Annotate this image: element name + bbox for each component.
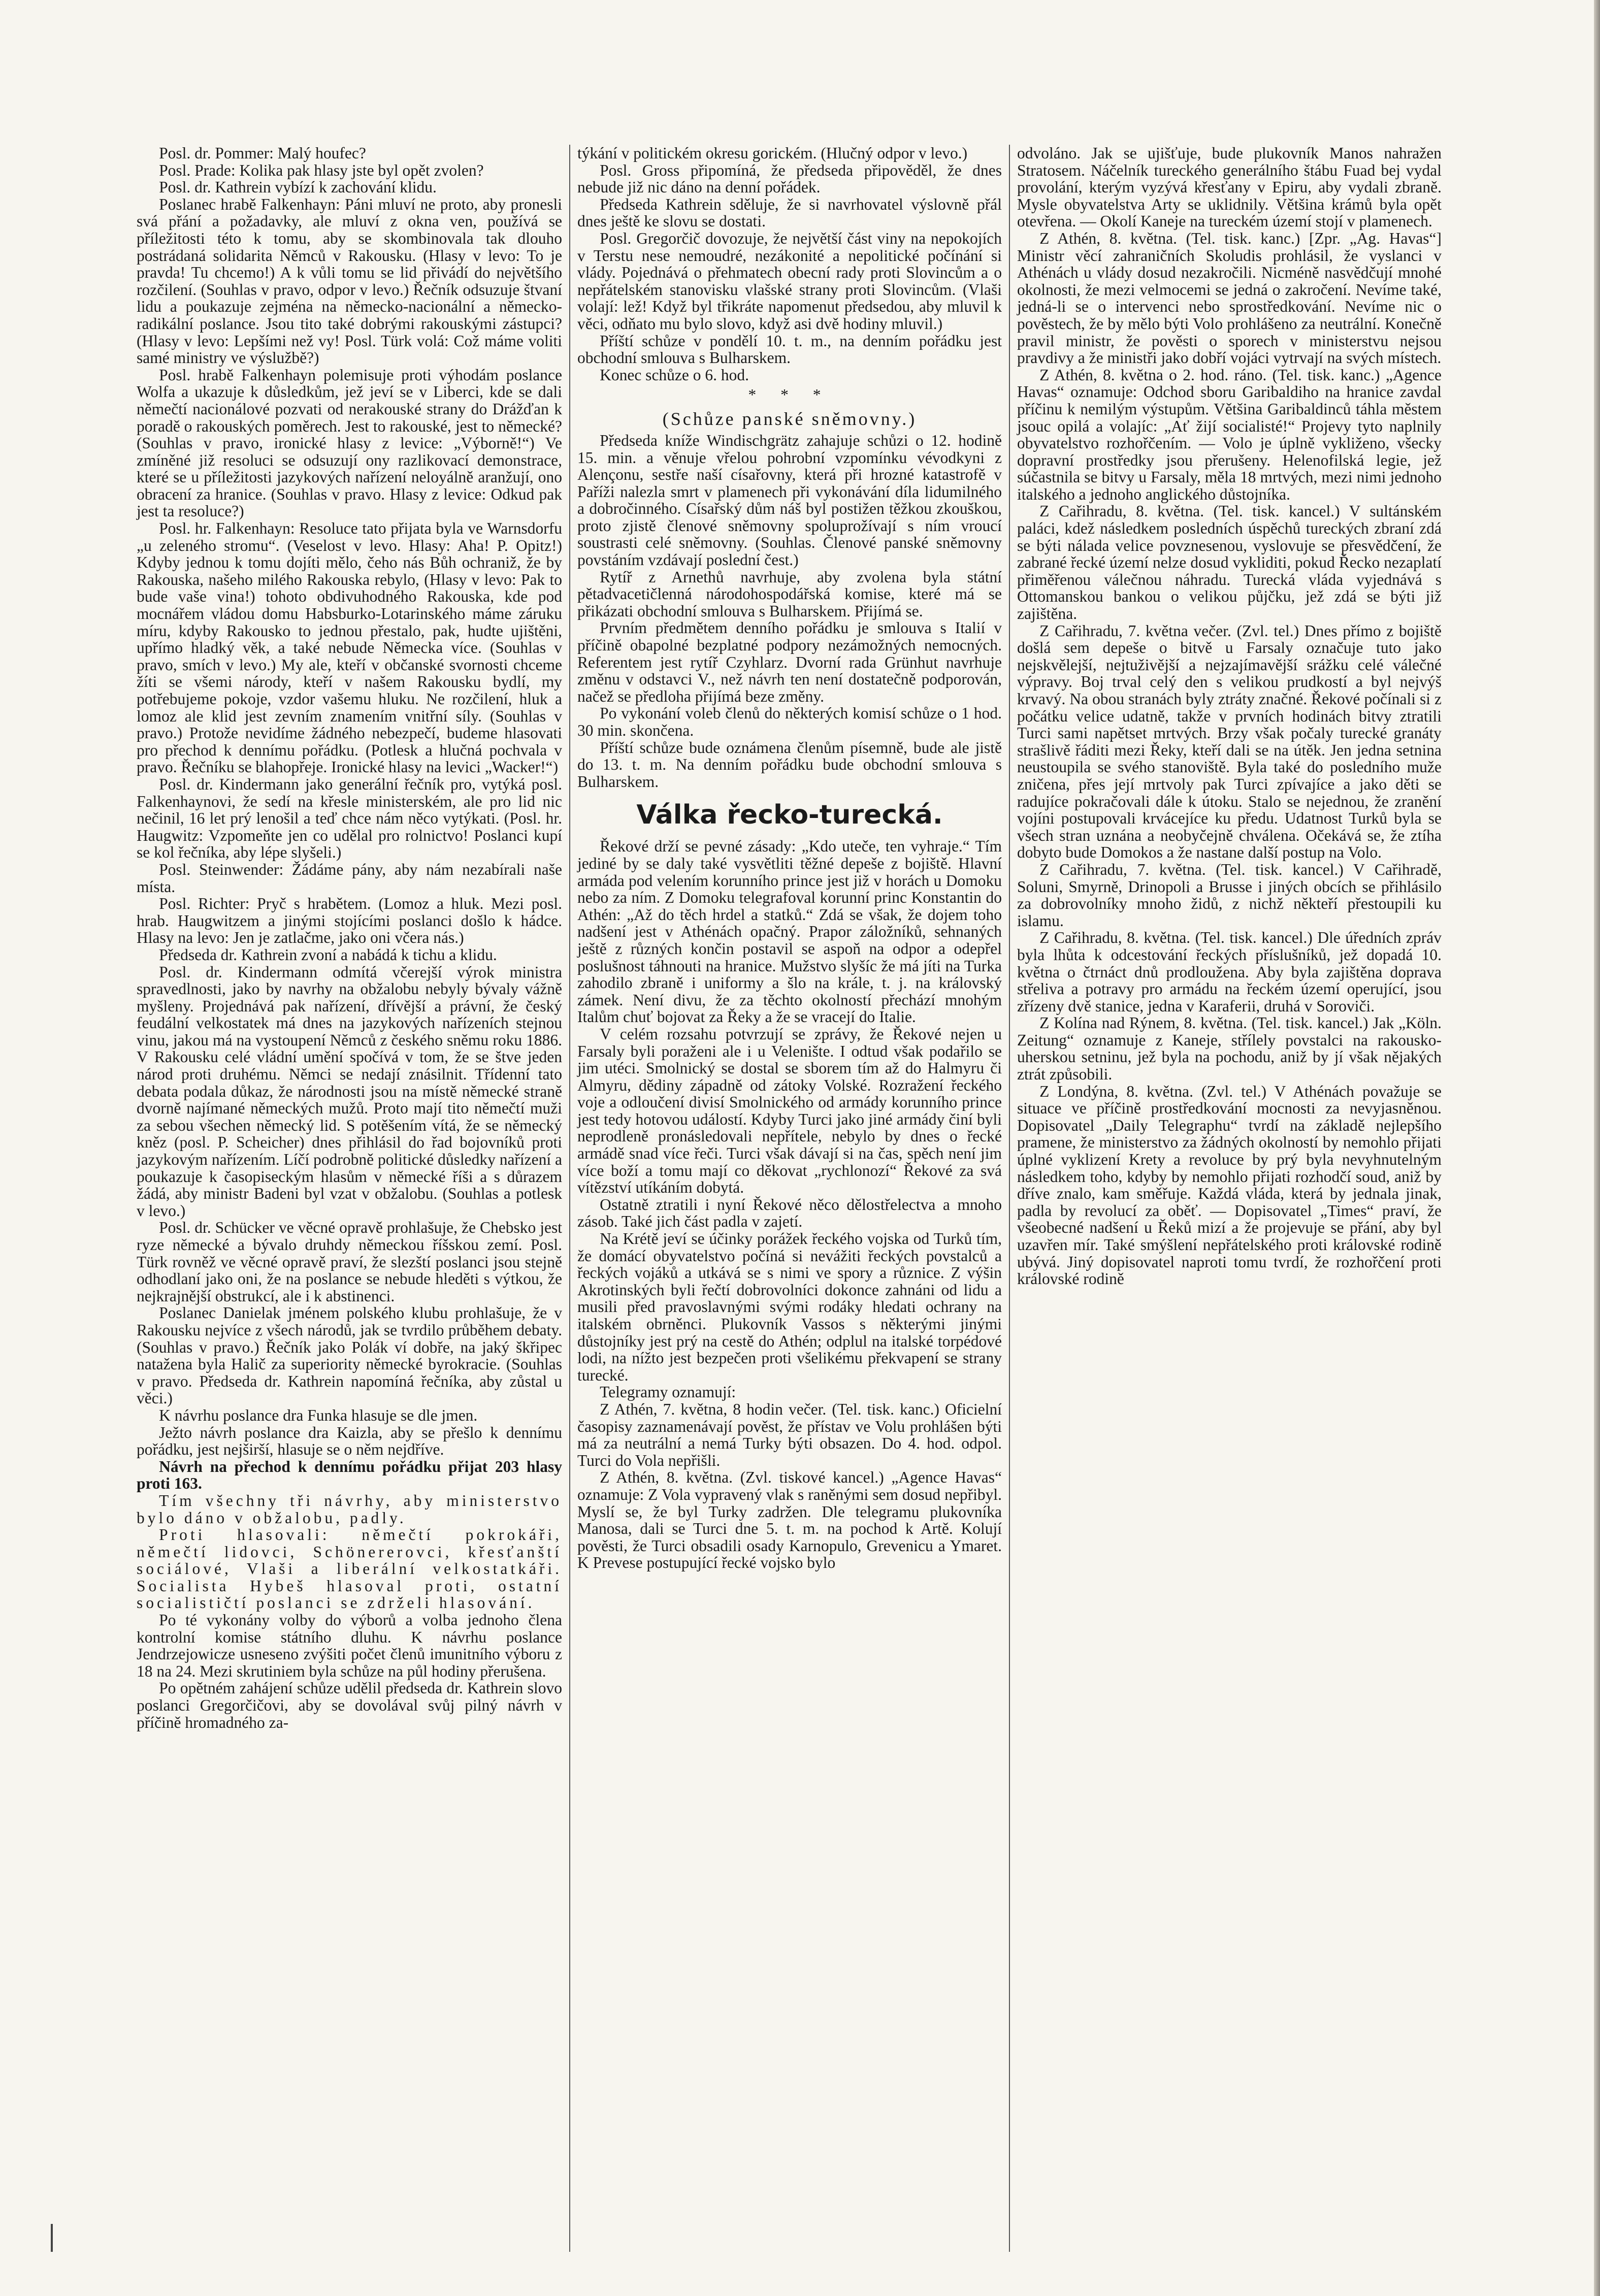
paragraph: Řekové drží se pevné zásady: „Kdo uteče, ten vyhraje.“ Tím jediné by se daly také vysvětliti těžné depeše z bojiště. Hlavní armáda pod velením korunního prince jest již v horách u Domoku nebo za ním. Z Domoku telegrafoval korunní princ Konstantin do Athén: „Až do těch hrdel a statků.“ Zdá se však, že dojem toho nadšení jest v Athénách opačný. Prapor záložníků, sehnaných ještě z různých končin postavil se aspoň na odpor a odepřel poslušnost táhnouti na hranice. Mužstvo slyšíc že má jíti na Turka zahodilo zbraně i uniformy a šlo na krále, t. j. na královský zámek. Není divu, že za těchto okolností přechází mnohým Italům chuť bojovat za Řeky a že se vracejí do Italie. [577,837,1002,1026]
paragraph: Poslanec hrabě Falkenhayn: Páni mluví ne proto, aby pronesli svá přání a požadavky, ale mluví z okna ven, používá se příležitosti této k tomu, aby se skombinovala tak dlouho postrádaná solidarita Němců v Rakousku. (Hlasy v levo: To je pravda! Tu chcemo!) A k vůli tomu se lid přivádí do největšího rozčilení. (Souhlas v pravo, odpor v levo.) Řečník odsuzuje štvaní lidu a poukazuje zejména na německo-nacionální a německo-radikální poslance. Jsou tito také dobrými rakouskými zástupci? (Hlasy v levo: Lepšími než vy! Posl. Türk volá: Což máme voliti samé ministry ve výslužbě?) [137,195,562,367]
paragraph: Posl. Gross připomíná, že předseda připověděl, že dnes nebude již nic dáno na denní pořádek. [577,161,1002,196]
paragraph: Předseda Kathrein sděluje, že si navrhovatel výslovně přál dnes ještě ke slovu se dostati. [577,195,1002,231]
paragraph: Posl. Prade: Kolika pak hlasy jste byl opět zvolen? [159,161,484,179]
paragraph: Příští schůze bude oznámena členům písemně, bude ale jistě do 13. t. m. Na denním pořádku bude obchodní smlouva s Bulharskem. [577,738,1002,791]
paragraph: Z Cařihradu, 8. května. (Tel. tisk. kancel.) V sultánském paláci, kdež následkem posledních úspěchů tureckých zbraní zdá se býti nálada velice povznesenou, vyslovuje se přesvědčení, že zabrané řecké území nelze dosud vykliditi, pokud Řecko nezaplatí přiměřenou válečnou náhradu. Turecká vláda vyjednává s Ottomanskou bankou o velikou půjčku, jež zdá se býti již zajištěna. [1017,502,1442,623]
paragraph: Konec schůze o 6. hod. [600,366,749,384]
text-columns [129,145,1483,2252]
paragraph: Posl. Steinwender: Žádáme pány, aby nám nezabírali naše místa. [137,860,562,896]
paragraph: Z Athén, 8. května. (Tel. tisk. kanc.) [Zpr. „Ag. Havas“] Ministr věcí zahraničních Skoludis prohlásil, že vyslanci v Athénách u vlády dosud nezakročili. Nicméně nasvědčují mnohé okolnosti, že mezi velmocemi se jedná o zakročení. Nevíme také, jedná-li se o intervenci nebo sprostředkování. Nevíme nic o pověstech, že by mělo býti Volo prohlášeno za neutrální. Konečně pravil ministr, že pověsti o sporech v ministerstvu nejsou pravdivy a že ministři jako dobří vojáci vytrvají na svých místech. [1017,229,1442,367]
margin-pen-mark [51,2224,53,2252]
page-edge-shadow [1594,0,1600,2296]
paragraph: Z Athén, 8. května. (Zvl. tiskové kancel.) „Agence Havas“ oznamuje: Z Vola vypravený vlak s raněnými sem dosud nepřibyl. Myslí se, že byl Turky zadržen. Dle telegramu plukovníka Manosa, dali se Turci dne 5. t. m. na pochod k Artě. Kolují pověsti, že Turci obsadili osady Karnopulo, Grevenicu a Ymaret. K Prevese postupující řecké vojsko bylo [577,1468,1002,1572]
paragraph: Z Cařihradu, 8. května. (Tel. tisk. kancel.) Dle úředních zpráv byla lhůta k odcestování řeckých příslušníků, jež dopadá 10. května o čtrnáct dnů prodloužena. Aby byla zajištěna doprava střeliva a potravy pro armádu na řeckém území operující, jsou zřízeny dvě stanice, jedna v Karaferii, druhá v Soroviči. [1017,929,1442,1015]
section-separator: * * * [748,386,831,404]
paragraph: Z Cařihradu, 7. května. (Tel. tisk. kancel.) V Cařihradě, Soluni, Smyrně, Drinopoli a Brusse i jiných obcích se přihlásilo za dobrovolníky mnoho židů, z nichž někteří přestoupili ku islamu. [1017,860,1442,930]
paragraph: Posl. dr. Kindermann jako generální řečník pro, vytýká posl. Falkenhaynovi, že sedí na křesle ministerském, ale pro lid nic nečinil, 16 let prý lenošil a teď chce nám něco vytýkati. (Posl. hr. Haugwitz: Vzpomeňte jen co udělal pro rolnictvo! Poslanci kupí se kol řečníka, aby lépe slyšeli.) [137,775,562,862]
paragraph: odvoláno. Jak se ujišťuje, bude plukovník Manos nahražen Stratosem. Náčelník tureckého generálního štábu Fuad bej vydal provolání, kterým vyzývá křesťany v Epiru, aby vydali zbraně. Mysle obyvatelstva Arty se uklidnily. Většina krámů byla opět otevřena. — Okolí Kaneje na tureckém území stojí v plamenech. [1017,145,1442,231]
column-3 [1009,145,1449,2252]
vote-result: Návrh na přechod k dennímu pořádku přijat 203 hlasy proti 163. [137,1457,562,1493]
paragraph: Z Athén, 8. května o 2. hod. ráno. (Tel. tisk. kanc.) „Agence Havas“ oznamuje: Odchod sboru Garibaldiho na hranice zavdal příčinu k nemilým výstupům. Většina Garibaldinců táhla městem jsouc opilá a volajíc: „Ať žijí socialisté!“ Projevy tyto naplnily obyvatelstvo rozhořčením. — Volo je úplně vykliženo, všecky dopravní prostředky jsou přerušeny. Helenofilská legie, jež súčastnila se bitvy u Farsaly, měla 18 mrtvých, mezi nimi jednoho italského a jednoho anglického důstojníka. [1017,366,1442,503]
column-1 [129,145,569,2252]
column-2 [569,145,1009,2252]
paragraph: Příští schůze v pondělí 10. t. m., na denním pořádku jest obchodní smlouva s Bulharskem. [577,332,1002,367]
paragraph: Posl. hrabě Falkenhayn polemisuje proti výhodám poslance Wolfa a ukazuje k důsledkům, jež jeví se v Liberci, kde se dali němečtí nacionálové pozvati od nerakouské strany do Drážďan k poradě o rakouských poměrech. Jest to rakouské, jest to německé? (Souhlas v pravo, ironické hlasy z levice: „Výborně!“) Ve zmíněné již resoluci se odsuzují ony razlikovací demonstrace, které se u příležitosti jazykových nařízení neloyálně aranžují, ono obracení za hranice. (Souhlas v pravo. Hlasy z levice: Odkud pak jest ta resoluce?) [137,366,562,520]
paragraph: Předseda dr. Kathrein zvoní a nabádá k tichu a klidu. [159,945,497,964]
paragraph: Po vykonání voleb členů do některých komisí schůze o 1 hod. 30 min. skončena. [577,704,1002,739]
paragraph: Z Kolína nad Rýnem, 8. května. (Tel. tisk. kancel.) Jak „Köln. Zeitung“ oznamuje z Kaneje, střílely povstalci na rakousko-uherskou setninu, jež byla na pochodu, aniž by jí však nějakých ztrát způsobili. [1017,1014,1442,1084]
paragraph: K návrhu poslance dra Funka hlasuje se dle jmen. [159,1406,478,1424]
paragraph: Posl. Gregorčič dovozuje, že největší část viny na nepokojích v Terstu nese nemoudré, nezákonité a nepolitické počínání si vlády. Pojednává o přehmatech obecní rady proti Slovincům a o nepřátelském stanovisku vlašské strany proti Slovincům. (Vlaši volají: lež! Když byl třikráte napomenut předsedou, aby mluvil k věci, odňato mu bylo slovo, když asi dvě hodiny mluvil.) [577,229,1002,333]
paragraph: Posl. dr. Kindermann odmítá včerejší výrok ministra spravedlnosti, jako by navrhy na obžalobu nebyly bývaly vážně myšleny. Projednává pak nařízení, dřívější a právní, že český feudální velkostatek má dnes na jazykových nařízeních stejnou vinu, jakou má na vystoupení Němců z českého sněmu roku 1886. V Rakousku celé vládní umění spočívá v tom, že se štve jeden národ proti druhému. Němci se nedají znásilnit. Třídenní tato debata podala důkaz, že národnosti jsou na místě německé straně dvorně najímané německých mužů. Proto mají tito němečtí muži za sebou všechen německý lid. S potěšením vítá, že se německý kněz (posl. P. Scheicher) dnes přihlásil do řad bojovníků proti jazykovým nařízením. Líčí podrobně politické důsledky nařízení a poukazuje k časopiseckým hlasům v německé říši a s důrazem žádá, aby ministr Badeni byl vzat v obžalobu. (Souhlas a potlesk v levo.) [137,963,562,1220]
paragraph: Z Cařihradu, 7. května večer. (Zvl. tel.) Dnes přímo z bojiště došlá sem depeše o bitvě u Farsaly označuje tuto jako nejskvělejší, nejtuživější a nejzajímavější srážku celé válečné výpravy. Boj trval celý den s velikou prudkostí a byl nejvýš krvavý. Na obou stranách byly ztráty značné. Řekové počínali si z počátku velice udatně, takže v prvních hodinách bitvy ztratili Turci sami napětset mrtvých. Brzy však počaly turecké granáty strašlivě řáditi mezi Řeky, kteří dali se na útěk. Jen jedna setnina neustoupila se svého stanoviště. Byla také do posledního muže zničena, přes její mrtvoly pak Turci zpívajíce a jako děti se radujíce pokračovali dále k útoku. Stalo se nejednou, že zranění vojíni postupovali krvácejíce ku předu. Udatnost Turků byla se všech stran uznána a neobyčejně chválena. Očekává se, že ztíha dobyto bude Domokos a že nastane další postup na Volo. [1017,621,1442,862]
section-title-upper-house: (Schůze panské sněmovny.) [662,408,917,429]
paragraph: Posl. hr. Falkenhayn: Resoluce tato přijata byla ve Warnsdorfu „u zeleného stromu“. (Veselost v levo. Hlasy: Aha! P. Opitz!) Kdyby jednou k tomu dojíti mělo, čeho nás Bůh ochraniž, že by Rakouska, našeho milého Rakouska rebylo, (Hlasy v levo: Pak to bude vaše vina!) tohoto obdivuhodného Rakouska, kde pod mocnářem vládou domu Habsburko-Lotarinského máme záruku míru, kdyby Rakousko to jednou přestalo, pak, hudte ujištěni, upřímo hladký věk, a také nebude Německa více. (Souhlas v pravo, smích v levo.) My ale, kteří v občanské svornosti chceme žíti se všemi národy, kteří v našem Rakousku bydlí, my potřebujeme pokoje, vzdor vašemu hluku. Ne rozčilení, hluk a lomoz ale klid jest zevním znamením vnitřní síly. (Souhlas v pravo.) Protože nevidíme žádného nebezpečí, budeme hlasovati pro přechod k dennímu pořádku. (Potlesk a hlučná pochvala v pravo. Řečníku se blahopřeje. Ironické hlasy na levici „Wacker!“) [137,519,562,776]
paragraph: Po té vykonány volby do výborů a volba jednoho člena kontrolní komise státního dluhu. K návrhu poslance Jendrzejowicze usneseno zvýšiti počet členů imunitního výboru z 18 na 24. Mezi skrutiniem byla schůze na půl hodiny přerušena. [137,1611,562,1680]
paragraph: Na Krétě jeví se účinky porážek řeckého vojska od Turků tím, že domácí obyvatelstvo počíná si nevážiti řeckých povstalců a řeckých vojáků a utkává se s nimi ve spory a různice. Z výšin Akrotinských byli řečtí dobrovolníci dokonce zahnáni od lidu a musili před pravoslavnými svými rodáky hledati ochrany na italském obrněnci. Plukovník Vassos s některými jinými důstojníky jest prý na cestě do Athén; odplul na italské torpédové lodi, na nížto jest bezpečen proti všelikému překvapení se strany turecké. [577,1230,1002,1384]
paragraph: Telegramy oznamují: [600,1383,736,1401]
paragraph: Posl. dr. Schücker ve věcné opravě prohlašuje, že Chebsko jest ryze německé a bývalo druhdy německou říšskou zemí. Posl. Türk rovněž ve věcné opravě praví, že slezští poslanci jsou stejně odhodlaní jako oni, že na poslance se nebude hleděti s výtkou, že nejkrajnější obstrukcí, ale i k abstinenci. [137,1219,562,1305]
paragraph: Po opětném zahájení schůze udělil předseda dr. Kathrein slovo poslanci Gregorčičovi, aby se dovolával svůj pilný návrh v příčině hromadného za- [137,1679,562,1731]
paragraph: Z Londýna, 8. května. (Zvl. tel.) V Athénách považuje se situace ve příčině prostředkování mocnosti za nevyjasněnou. Dopisovatel „Daily Telegraphu“ tvrdí na základě nejlepšího pramene, že ministerstvo za žádných okolností by nemohlo přijati úplné vyklizení Krety a revoluce by prý byla nevyhnutelným následkem toho, kdyby by nemohlo přijati rozhodčí soud, aniž by dříve znalo, kam směřuje. Každá vláda, která by jednala jinak, padla by revolucí za oběť. — Dopisovatel „Times“ praví, že všeobecné nadšení u Řeků mizí a že projevuje se přání, aby byl uzavřen mír. Také smýšlení nepřátelského proti královské rodině ubývá. Jiný dopisovatel naproti tomu tvrdí, že rozhořčení proti královské rodině [1017,1082,1442,1288]
paragraph: Prvním předmětem denního pořádku je smlouva s Italií v příčině obapolné bezplatné podpory nezámožných nemocných. Referentem jest rytíř Czyhlarz. Dvorní rada Grünhut navrhuje změnu v odstavci V., než návrh ten není dostatečně podporován, načež se předloha přijímá beze změny. [577,619,1002,705]
paragraph: Ježto návrh poslance dra Kaizla, aby se přešlo k dennímu pořádku, jest nejširší, hlasuje se o něm nejdříve. [137,1423,562,1459]
paragraph: Posl. dr. Kathrein vybízí k zachování klidu. [159,178,437,196]
paragraph: Posl. dr. Pommer: Malý houfec? [159,145,366,162]
paragraph: týkání v politickém okresu gorickém. (Hlučný odpor v levo.) [577,145,968,162]
headline-greco-turkish-war: Válka řecko-turecká. [636,800,943,831]
paragraph: Rytíř z Arnethů navrhuje, aby zvolena byla státní pětadvacetičlenná národohospodářská komise, které má se přikázati obchodní smlouva s Bulharskem. Přijímá se. [577,568,1002,620]
paragraph: Tím všechny tři návrhy, aby ministerstvo bylo dáno v obžalobu, padly. [137,1491,562,1527]
paragraph: Posl. Richter: Pryč s hrabětem. (Lomoz a hluk. Mezi posl. hrab. Haugwitzem a jinými stojícími poslanci došlo k hádce. Hlasy na levo: Jen je zatlačme, jako oni včera nás.) [137,895,562,947]
paragraph: Předseda kníže Windischgrätz zahajuje schůzi o 12. hodině 15. min. a věnuje vřelou pohrobní vzpomínku vévodkyni z Alençonu, sestře naší císařovny, která při hrozné katastrofě v Paříži nalezla smrt v plamenech při vykonávání díla lidumilného a dobročinného. Císařský dům náš byl postižen těžkou zkouškou, proto zjistě členové sněmovny spoluprožívají s ním vroucí soustrasti celé sněmovny. (Souhlas. Členové panské sněmovny povstáním vzdávají poslední čest.) [577,431,1002,569]
paragraph: Proti hlasovali: němečtí pokrokáři, němečtí lidovci, Schönererovci, křesťanští sociálové, Vlaši a liberální velkostatkáři. Socialista Hybeš hlasoval proti, ostatní socialističtí poslanci se zdrželi hlasování. [137,1526,562,1612]
paragraph: Z Athén, 7. května, 8 hodin večer. (Tel. tisk. kanc.) Oficielní časopisy zaznamenávají pověst, že přístav ve Volu prohlášen býti má za neutrální a nemá Turky býti obsazen. Do 4. hod. odpol. Turci do Vola nepřišli. [577,1400,1002,1469]
paragraph: Ostatně ztratili i nyní Řekové něco dělostřelectva a mnoho zásob. Také jich část padla v zajetí. [577,1195,1002,1231]
paragraph: V celém rozsahu potvrzují se zprávy, že Řekové nejen u Farsaly byli poraženi ale i u Velenište. I odtud však podařilo se jim utéci. Smolnický se dostal se sborem tím až do Halmyru či Almyru, dědiny západně od zátoky Volské. Rozražení řeckého voje a odloučení divisí Smolnického od armády korunního prince jest tedy hotovou událostí. Kdyby Turci jako jiné armády činí byli neprodleně pronásledovali nepřítele, nebylo by dnes o řecké armádě snad více řeči. Turci však dávají si na čas, spěch není jim více boží a tomu mají co děkovat „rychlonozí“ Řekové za svá vítězství utíkáním dobytá. [577,1025,1002,1197]
paragraph: Poslanec Danielak jménem polského klubu prohlašuje, že v Rakousku nejvíce z všech národů, jak se tvrdilo průběhem debaty. (Souhlas v pravo.) Řečník jako Polák ví dobře, na jaký škřipec natažena byla Halič za superiority německé byrokracie. (Souhlas v pravo. Předseda dr. Kathrein napomíná řečníka, aby zůstal u věci.) [137,1304,562,1407]
